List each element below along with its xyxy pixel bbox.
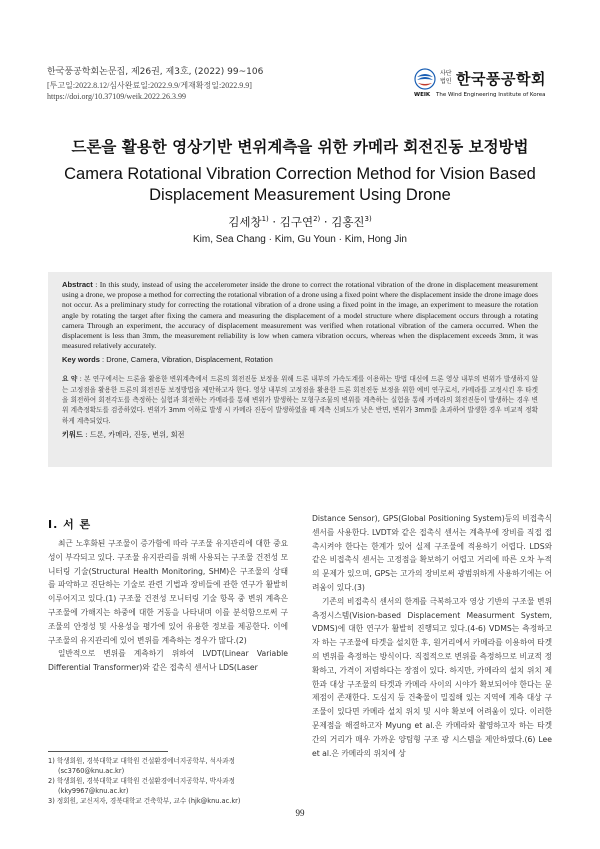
footnote: 2) 학생회원, 경북대학교 대학원 건설환경에너지공학부, 박사과정 (kky9967@knu.ac.kr) <box>48 777 236 795</box>
submission-dates: [투고일:2022.8.12/심사완료일:2022.9.9/게재확정일:2022.9.9] <box>47 81 252 90</box>
body-column-right <box>312 512 552 760</box>
abstract-box <box>48 272 552 467</box>
footnotes <box>48 756 288 806</box>
abstract-korean-label: 요 약 <box>62 375 78 384</box>
body-paragraph: Distance Sensor), GPS(Global Positioning System)등의 비접촉식 센서를 사용한다. LVDT와 같은 접촉식 센서는 계측부에 장비를 직접 접촉시켜야 한다는 한계가 있어 실제 구조물에 적용하기 어렵다. LDS와 같은 비접촉식 센서는 고정점을 확보하기 어렵고 거리에 따른 오차 누적의 문제가 있으며, GPS는 고가의 장비로써 광범위하게 사용하기에는 어려움이 있다.(3) <box>312 514 552 592</box>
logo-weik: WEIK <box>414 92 431 98</box>
page-number: 99 <box>295 808 305 818</box>
abstract-label: Abstract <box>62 280 93 289</box>
journal-header <box>47 66 367 102</box>
logo-korean-name: 한국풍공학회 <box>456 70 546 88</box>
weik-logo-icon <box>414 68 436 90</box>
body-paragraph: 최근 노후화된 구조물이 증가함에 따라 구조물 유지관리에 대한 중요성이 부각되고 있다. 구조물 유지관리를 위해 사용되는 구조물 건전성 모니터링 기술(Structural Health Monitoring, SHM)은 구조물의 상태를 파악하고 진단하는 기술로 관련 기법과 장비들에 관한 연구가 활발히 이루어지고 있다.(1) 구조물 건전성 모니터링 기술 항목 중 변위 계측은 구조물에 가해지는 하중에 대한 거동을 나타내며 이를 분석함으로써 구조물의 안정성 및 사용성을 평가에 있어 유용한 정보를 제공한다. 이에 구조물의 유지관리에 있어 변위를 계측하는 경우가 많다.(2) <box>48 539 288 645</box>
author-name: 김세창 <box>228 215 262 229</box>
authors-english: Kim, Sea Chang · Kim, Gu Youn · Kim, Hong Jin <box>193 234 407 245</box>
abstract-korean: 요 약 : 본 연구에서는 드론을 활용한 변위계측에서 드론의 회전진동 보정을 위해 드론 내부의 가속도계를 이용하는 방법 대신에 드론 영상 내부의 변위가 발생하지 않는 고정점을 활용한 드론의 회전진동 보정방법을 제안하고자 한다. 영상 내부의 고정점을 활용한 드론 회전진동 보정을 위한 예비 연구로서, 카메라를 고정시킨 후 타겟을 회전하여 회전각도를 측정하는 실험과 회전하는 카메라를 통해 변위가 발생하는 모형구조물의 변위를 계측하는 실험을 통해 카메라의 회전진동이 발생하는 경우 변위 계측정확도를 검증하였다. 변위가 3mm 이하로 발생 시 카메라 진동이 발생하였을 때 계측 신뢰도가 낮은 반면, 변위가 3mm를 초과하여 발생한 경우 비교적 정확하게 계측되었다. <box>62 375 539 425</box>
footnote-divider <box>48 751 168 752</box>
logo-small-text: 사단 법인 <box>440 70 452 85</box>
keywords-korean: 키워드 : 드론, 카메라, 진동, 변위, 회전 <box>62 429 185 439</box>
author-name: 김홍진 <box>331 215 365 229</box>
logo-english-name: The Wind Engineering Institute of Korea <box>436 92 546 98</box>
society-logo <box>414 66 574 100</box>
abstract-english: Abstract : In this study, instead of using the accelerometer inside the drone to correct the rotational vibration of the drone in displacement measurement using a drone, we propose a method for correcting the rotational vibration of a drone using a fixed point where the displacement inside the drone image does not occur. As a preliminary study for correcting the rotational vibration of a drone using a fixed point in the image, an experiment to measure the rotation angle by rotating the target after fixing the camera and measuring the displacement of a model structure where displacement occurs through a rotating camera Through an experiment, the accuracy of displacement measurement was verified when rotational vibration of the camera occurred. When the displacement is less than 3mm, the measurement reliability is low when camera vibration occurs, whereas when the displacement exceeds 3mm, it was measured relatively accurately. <box>62 280 538 351</box>
journal-citation: 한국풍공학회논문집, 제26권, 제3호, (2022) 99~106 <box>47 67 264 77</box>
footnote: 3) 정회원, 교신저자, 경북대학교 건축학부, 교수 (hjk@knu.ac.kr) <box>48 797 241 805</box>
title-english: Camera Rotational Vibration Correction Method for Vision Based Displacement Measurement Using Drone <box>64 165 536 204</box>
body-column-left <box>48 537 288 675</box>
doi-link[interactable]: https://doi.org/10.37109/weik.2022.26.3.99 <box>47 92 186 101</box>
body-paragraph: 기존의 비접촉식 센서의 한계를 극복하고자 영상 기반의 구조물 변위 측정시스템(Vision-based Displacement Measurment System, VDMS)에 대한 연구가 활발히 진행되고 있다.(4-6) VDMS는 측정하고자 하는 구조물에 타겟을 설치한 후, 원거리에서 카메라를 이용하여 타겟의 변위를 측정하는 방식이다. 직접적으로 변위를 측정하므로 비교적 정확하고, 가격이 저렴하다는 장점이 있다. 하지만, 카메라의 설치 위치 제한과 대상 구조물의 타겟과 카메라 사이의 시야가 확보되어야 한다는 문제점이 존재한다. 도심지 등 건축물이 밀집해 있는 지역에 계측 대상 구조물이 있다면 카메라 설치 위치 및 시야 확보에 어려움이 있다. 이러한 문제점을 해결하고자 Myung et al.은 카메라와 촬영하고자 하는 타겟 간의 거리가 매우 가까운 양팀형 구조 광 시스템을 제안하였다.(6) Lee et al.은 카메라의 위치에 상 <box>312 596 552 758</box>
title-korean: 드론을 활용한 영상기반 변위계측을 위한 카메라 회전진동 보정방법 <box>71 138 529 156</box>
author-name: 김구연 <box>279 215 314 229</box>
footnote: 1) 학생회원, 경북대학교 대학원 건설환경에너지공학부, 석사과정 (sc3760@knu.ac.kr) <box>48 757 236 775</box>
authors-korean: 김세창$^{1)}$ · 김구연$^{2)}$ · 김홍진$^{3)}$ <box>228 215 372 229</box>
section-heading: I. 서 론 <box>48 518 92 531</box>
keywords-english: Key words : Drone, Camera, Vibration, Displacement, Rotation <box>62 355 273 365</box>
body-paragraph: 일반적으로 변위를 계측하기 위하여 LVDT(Linear Variable Differential Transformer)와 같은 접촉식 센서나 LDS(Laser <box>48 649 288 673</box>
